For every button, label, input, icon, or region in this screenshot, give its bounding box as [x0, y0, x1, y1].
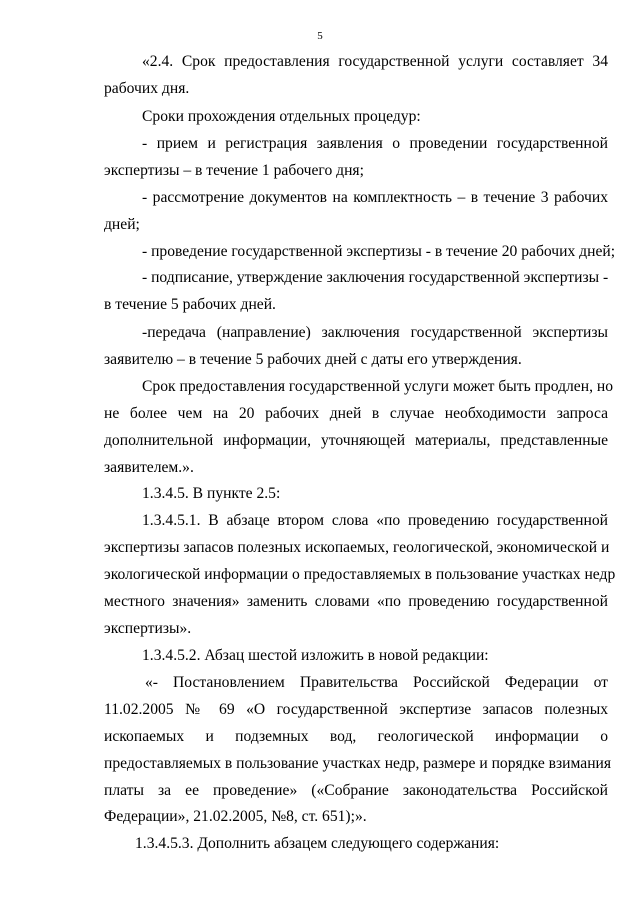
text-line: предоставляемых в пользование участках недр, размере и порядке взимания	[104, 755, 612, 772]
text-line: Сроки прохождения отдельных процедур:	[142, 108, 421, 125]
text-line: «- Постановлением Правительства Российской Федерации от	[145, 674, 608, 691]
text-line: -передача (направление) заключения государственной экспертизы	[142, 324, 608, 341]
text-line: не более чем на 20 рабочих дней в случае необходимости запроса	[104, 405, 608, 422]
text-line: рабочих дня.	[104, 80, 190, 97]
text-line: ископаемых и подземных вод, геологической информации о	[104, 728, 608, 745]
text-line: 1.3.4.5.3. Дополнить абзацем следующего содержания:	[135, 835, 500, 852]
text-line: заявителем.».	[104, 459, 194, 476]
text-line: - подписание, утверждение заключения государственной экспертизы -	[142, 269, 609, 286]
text-line: местного значения» заменить словами «по проведению государственной	[104, 593, 608, 610]
text-line: 1.3.4.5. В пункте 2.5:	[142, 485, 281, 502]
text-line: 1.3.4.5.2. Абзац шестой изложить в новой редакции:	[142, 647, 489, 664]
text-line: экспертизы».	[104, 620, 192, 637]
text-line: 1.3.4.5.1. В абзаце втором слова «по проведению государственной	[142, 512, 608, 529]
text-line: дней;	[104, 216, 140, 233]
text-line: экспертизы – в течение 1 рабочего дня;	[104, 162, 364, 179]
text-line: дополнительной информации, уточняющей материалы, представленные	[104, 432, 608, 449]
text-line: экологической информации о предоставляемых в пользование участках недр	[104, 566, 616, 583]
text-line: в течение 5 рабочих дней.	[104, 296, 276, 313]
text-line: - прием и регистрация заявления о проведении государственной	[142, 135, 608, 152]
text-line: - рассмотрение документов на комплектность – в течение 3 рабочих	[142, 189, 608, 206]
text-line: заявителю – в течение 5 рабочих дней с даты его утверждения.	[104, 351, 522, 368]
text-line: «2.4. Срок предоставления государственной услуги составляет 34	[142, 53, 608, 70]
text-line: экспертизы запасов полезных ископаемых, геологической, экономической и	[104, 539, 610, 556]
text-line: 11.02.2005 № 69 «О государственной экспертизе запасов полезных	[104, 701, 608, 718]
text-line: Срок предоставления государственной услуги может быть продлен, но	[142, 378, 614, 395]
page-number: 5	[317, 30, 323, 42]
text-line: Федерации», 21.02.2005, №8, ст. 651);».	[104, 808, 367, 825]
text-line: - проведение государственной экспертизы - в течение 20 рабочих дней;	[142, 243, 616, 260]
text-line: платы за ее проведение» («Собрание законодательства Российской	[104, 782, 608, 799]
